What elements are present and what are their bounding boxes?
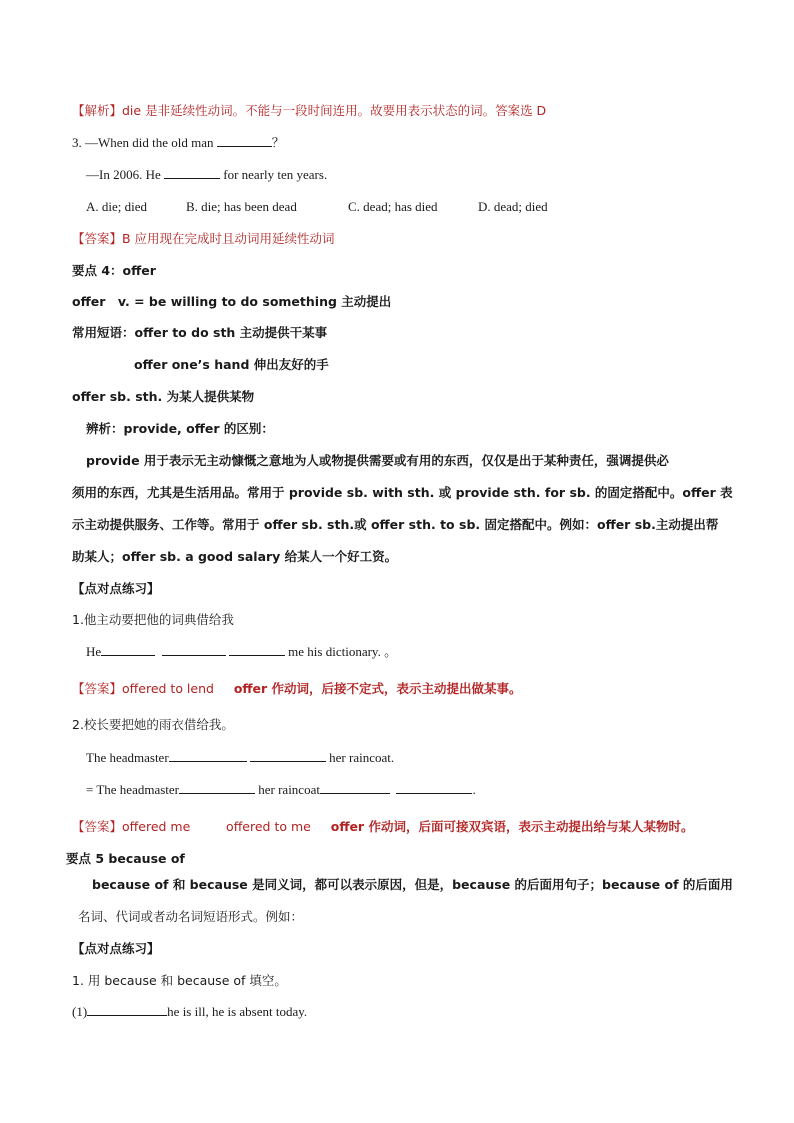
answer-3: 【答案】B 应用现在完成时且动词用延续性动词: [72, 231, 335, 246]
q3b-pre: —In 2006. He: [86, 167, 164, 182]
e1b-pre: He: [86, 644, 102, 659]
e2b-pre: The headmaster: [86, 750, 169, 765]
exercise-2: 2.校长要把她的雨衣借给我。: [72, 717, 234, 732]
explanation-line-4: 助某人；offer sb. a good salary 给某人一个好工资。: [72, 549, 398, 564]
point-5-title: 要点 5 because of: [66, 851, 185, 866]
e2c-mid: her raincoat: [255, 782, 320, 797]
e3a-post: he is ill, he is absent today.: [167, 1004, 308, 1019]
option-d: D. dead; died: [478, 199, 548, 214]
blank: [396, 781, 472, 794]
e1b-post: me his dictionary. 。: [284, 644, 398, 659]
answer-1-tag: 【答案】offered to lend: [72, 681, 214, 696]
explanation-line-2: 须用的东西，尤其是生活用品。常用于 provide sb. with sth. 或 provide sth. for sb. 的固定搭配中。offer 表: [72, 485, 733, 500]
point-4-phrase-2: offer one’s hand 伸出友好的手: [134, 357, 329, 372]
blank: [179, 781, 255, 794]
exercise-3: 1. 用 because 和 because of 填空。: [72, 973, 287, 988]
exercise-2-sentence-a: [86, 749, 394, 767]
answer-2-mid: offered to me: [226, 819, 311, 834]
point-4-title: 要点 4：offer: [72, 263, 156, 278]
exercise-2-sentence-b: [86, 781, 476, 799]
analysis-line: 【解析】die 是非延续性动词。不能与一段时间连用。故要用表示状态的词。答案选 D: [72, 103, 547, 118]
question-3: [72, 134, 284, 152]
answer-2: [72, 818, 693, 836]
exercise-1: 1.他主动要把他的词典借给我: [72, 612, 234, 627]
blank: [229, 643, 285, 656]
option-a: A. die; died: [86, 199, 148, 214]
point-4-definition: offer v. = be willing to do something 主动提出: [72, 294, 392, 309]
blank: [169, 749, 247, 762]
point-4-phrase-1: 常用短语：offer to do sth 主动提供干某事: [72, 325, 328, 340]
q3b-post: for nearly ten years.: [220, 167, 328, 182]
distinguish-heading: 辨析：provide, offer 的区别：: [86, 421, 274, 436]
option-c: C. dead; has died: [348, 199, 438, 214]
point-5-line-1: because of 和 because 是同义词，都可以表示原因，但是，because 的后面用句子；because of 的后面用: [92, 877, 733, 892]
practice-heading-2: 【点对点练习】: [72, 941, 160, 956]
practice-heading-1: 【点对点练习】: [72, 581, 160, 596]
blank: [164, 166, 220, 179]
blank: [162, 643, 226, 656]
blank: [250, 749, 326, 762]
blank: [87, 1003, 167, 1016]
explanation-line-3: 示主动提供服务、工作等。常用于 offer sb. sth.或 offer sth. to sb. 固定搭配中。例如：offer sb.主动提出帮: [72, 517, 719, 532]
answer-2-tag: 【答案】offered me: [72, 819, 191, 834]
blank: [101, 643, 155, 656]
point-4-phrase-3: offer sb. sth. 为某人提供某物: [72, 389, 255, 404]
e2c-pre: = The headmaster: [86, 782, 179, 797]
q3-text: 3. —When did the old man: [72, 135, 217, 150]
blank: [320, 781, 390, 794]
exercise-1-sentence: [86, 643, 397, 661]
explanation-line-1: provide 用于表示无主动慷慨之意地为人或物提供需要或有用的东西，仅仅是出于某种责任，强调提供必: [86, 453, 669, 468]
q3-mark: ？: [271, 135, 285, 150]
answer-1-note: offer 作动词，后接不定式，表示主动提出做某事。: [233, 681, 522, 696]
e3a-pre: (1): [72, 1004, 88, 1019]
answer-1: [72, 680, 522, 698]
point-5-line-2: 名词、代词或者动名词短语形式。例如：: [78, 909, 304, 924]
question-3-options: [86, 198, 548, 216]
option-b: B. die; has been dead: [186, 199, 297, 214]
e2b-post: her raincoat.: [325, 750, 395, 765]
e2c-end: .: [472, 782, 476, 797]
question-3-reply: [86, 166, 327, 184]
blank: [217, 134, 272, 147]
exercise-3-item-1: [72, 1003, 307, 1021]
answer-2-note: offer 作动词，后面可接双宾语，表示主动提出给与某人某物时。: [330, 819, 694, 834]
